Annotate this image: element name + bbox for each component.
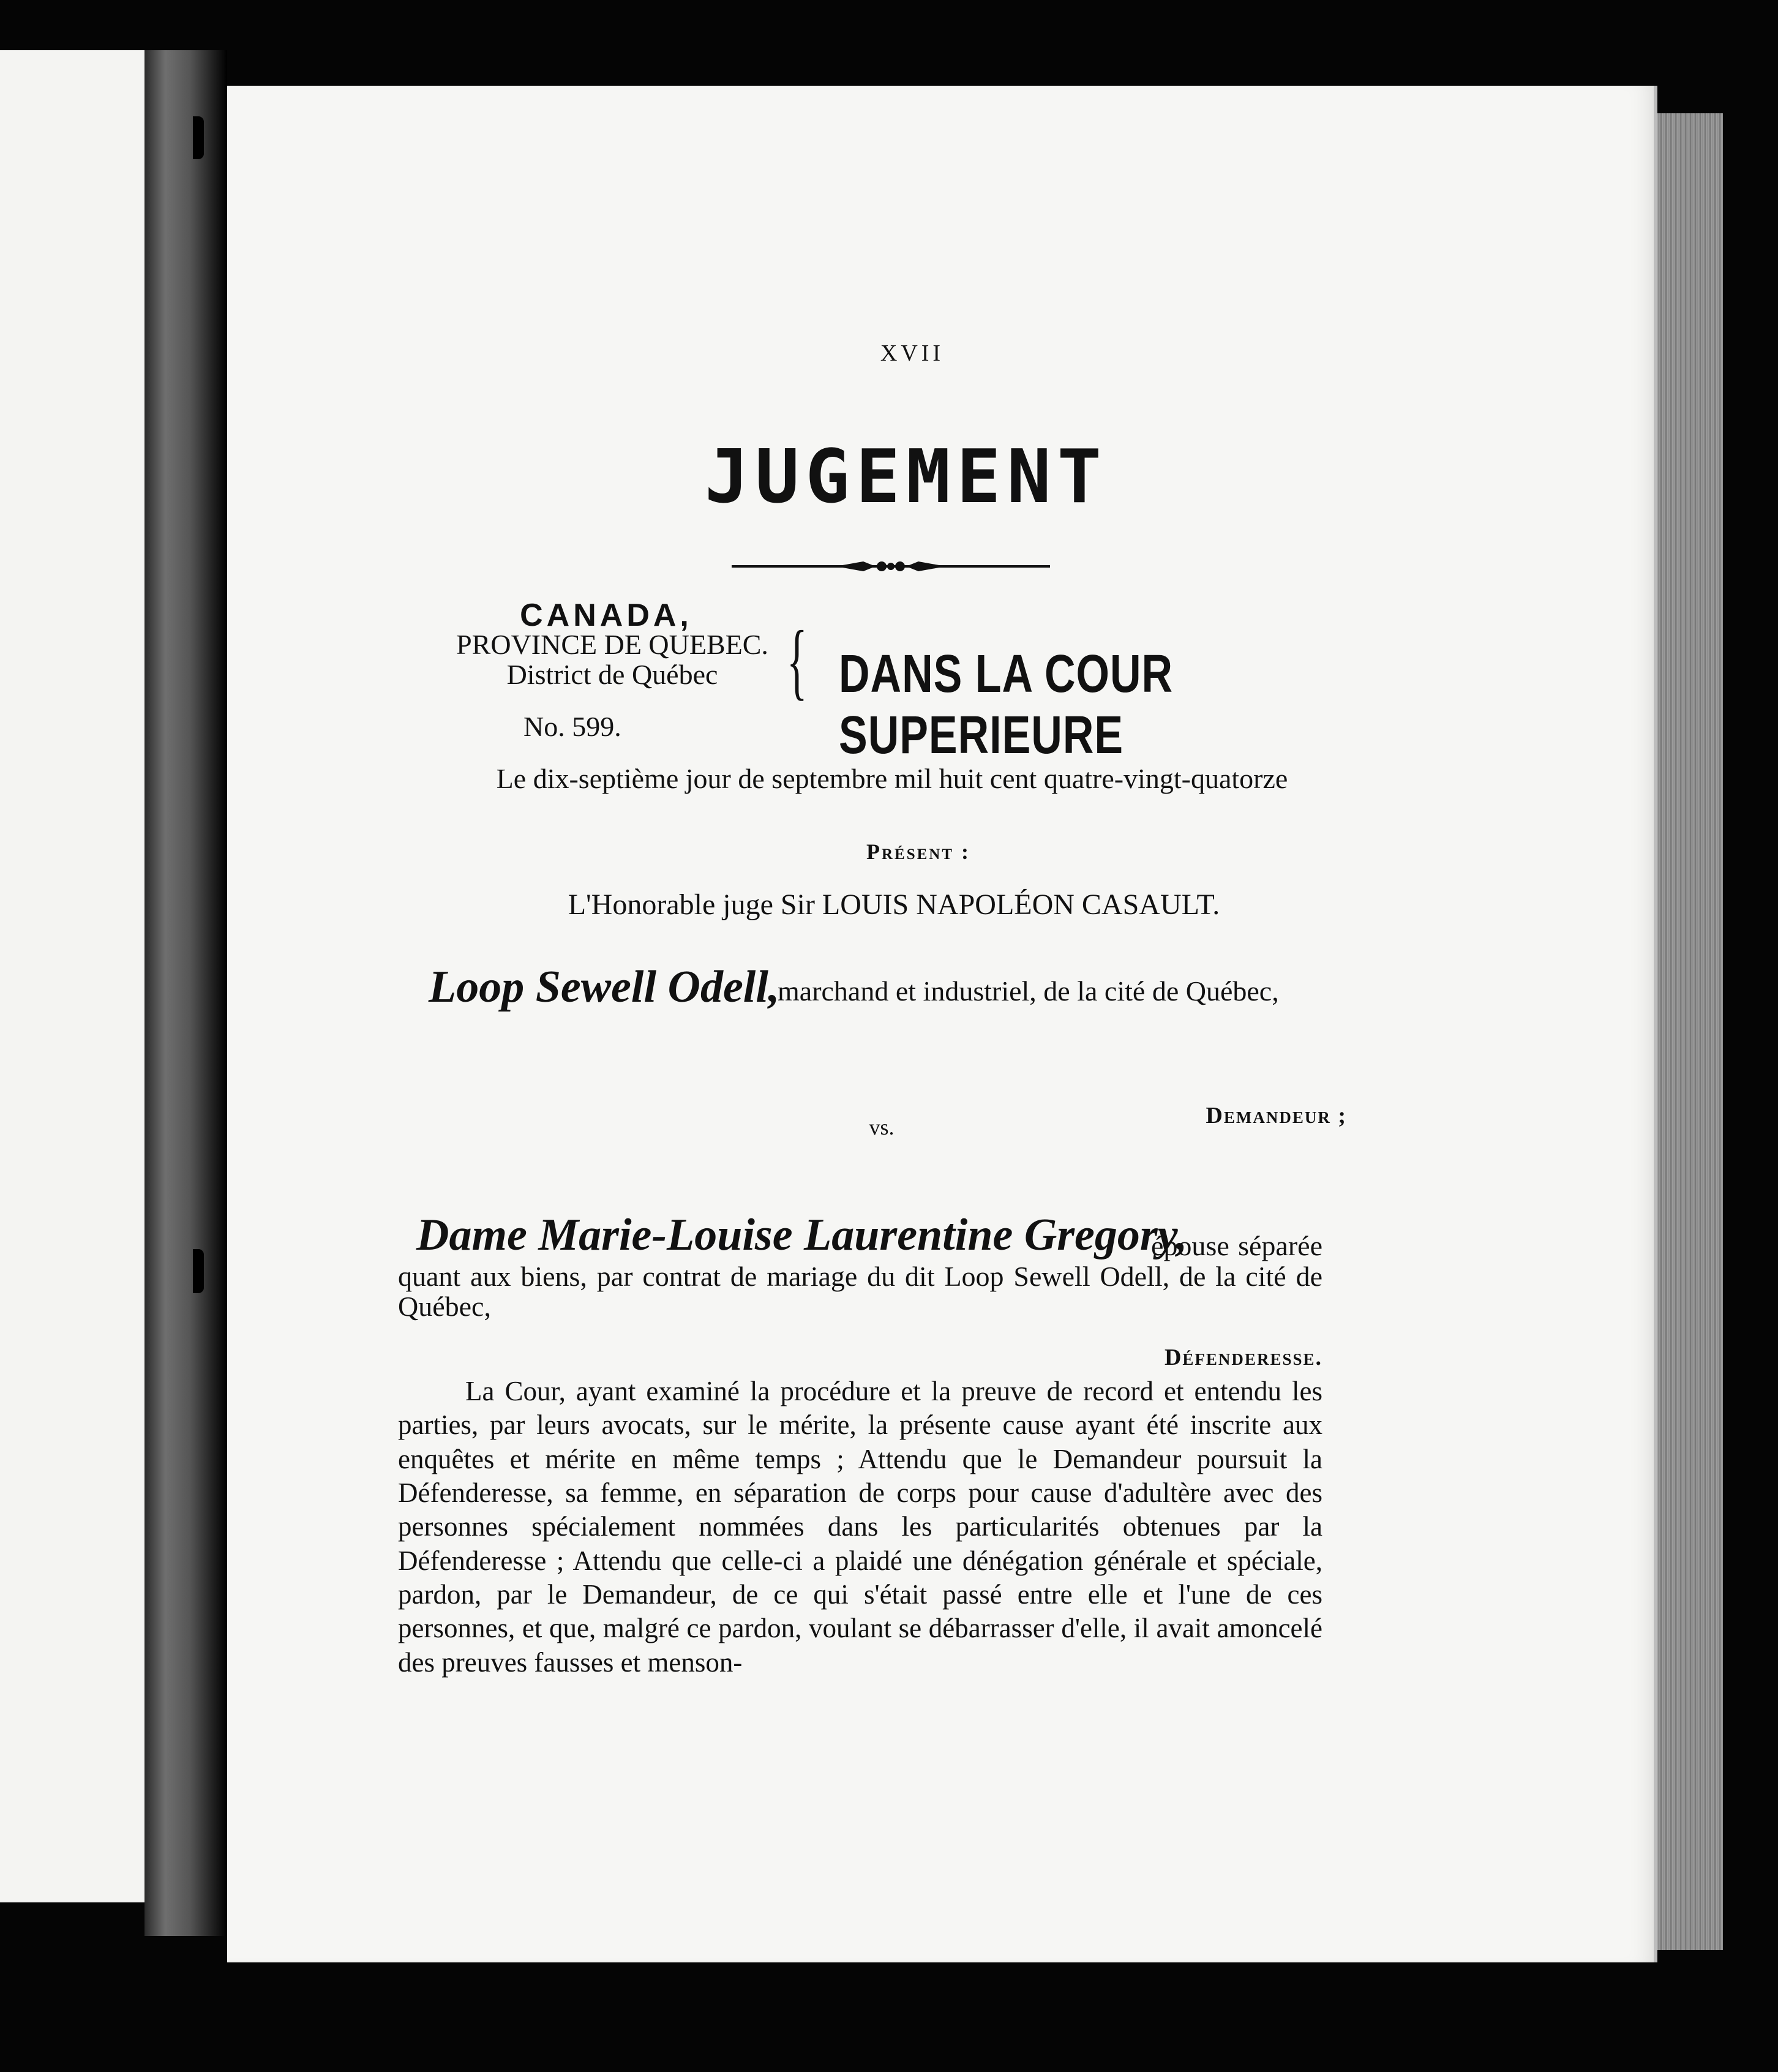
left-page <box>0 50 146 1902</box>
case-number: No. 599. <box>523 711 621 742</box>
binding-tab <box>193 116 204 159</box>
plaintiff-description: marchand et industriel, de la cité de Québec, <box>778 975 1279 1007</box>
defendant-description: épouse séparée quant aux biens, par contrat de mariage du dit Loop Sewell Odell, de la cité de Québec, <box>398 1230 1322 1323</box>
defendant-name: Dame Marie-Louise Laurentine Gregory, <box>416 1210 1188 1260</box>
title-ornament <box>732 554 1050 579</box>
document-title: JUGEMENT <box>705 435 1108 520</box>
plaintiff-name: Loop Sewell Odell, <box>429 962 780 1012</box>
jurisdiction-province: PROVINCE DE QUEBEC. <box>456 629 768 660</box>
binding-tab <box>193 1249 204 1293</box>
judgment-paragraph: La Cour, ayant examiné la procédure et la preuve de record et entendu les parties, par leurs avocats, sur le mérite, la présente cause ayant été inscrite aux enquêtes et mérite en même temps ; Attendu que le Demandeur poursuit la Défenderesse, sa femme, en séparation de corps pour cause d'adultère avec des personnes spécialement nommées dans les particularités obtenues par la Défenderesse ; Attendu que celle-ci a plaidé une dénégation générale et spéciale, pardon, par le Demandeur, de ce qui s'était passé entre elle et l'une de ces personnes, et que, malgré ce pardon, voulant se débarrasser d'elle, il avait amoncelé des preuves fausses et menson- <box>398 1376 1322 1678</box>
date-line: Le dix-septième jour de septembre mil huit cent quatre-vingt-quatorze <box>496 763 1288 794</box>
brace-icon: { <box>787 614 808 708</box>
judge-name: L'Honorable juge Sir LOUIS NAPOLÉON CASAULT. <box>568 888 1220 921</box>
versus-label: vs. <box>869 1115 895 1139</box>
page-number: XVII <box>880 340 945 366</box>
present-label: Présent : <box>866 839 970 864</box>
defendant-role: Défenderesse. <box>1164 1345 1322 1370</box>
plaintiff-role: Demandeur ; <box>1206 1103 1347 1128</box>
right-page <box>227 86 1657 1962</box>
jurisdiction-district: District de Québec <box>506 659 718 690</box>
court-name: DANS LA COUR SUPERIEURE <box>839 644 1174 765</box>
book-binding <box>144 50 227 1936</box>
jurisdiction-country: CANADA, <box>520 598 692 633</box>
